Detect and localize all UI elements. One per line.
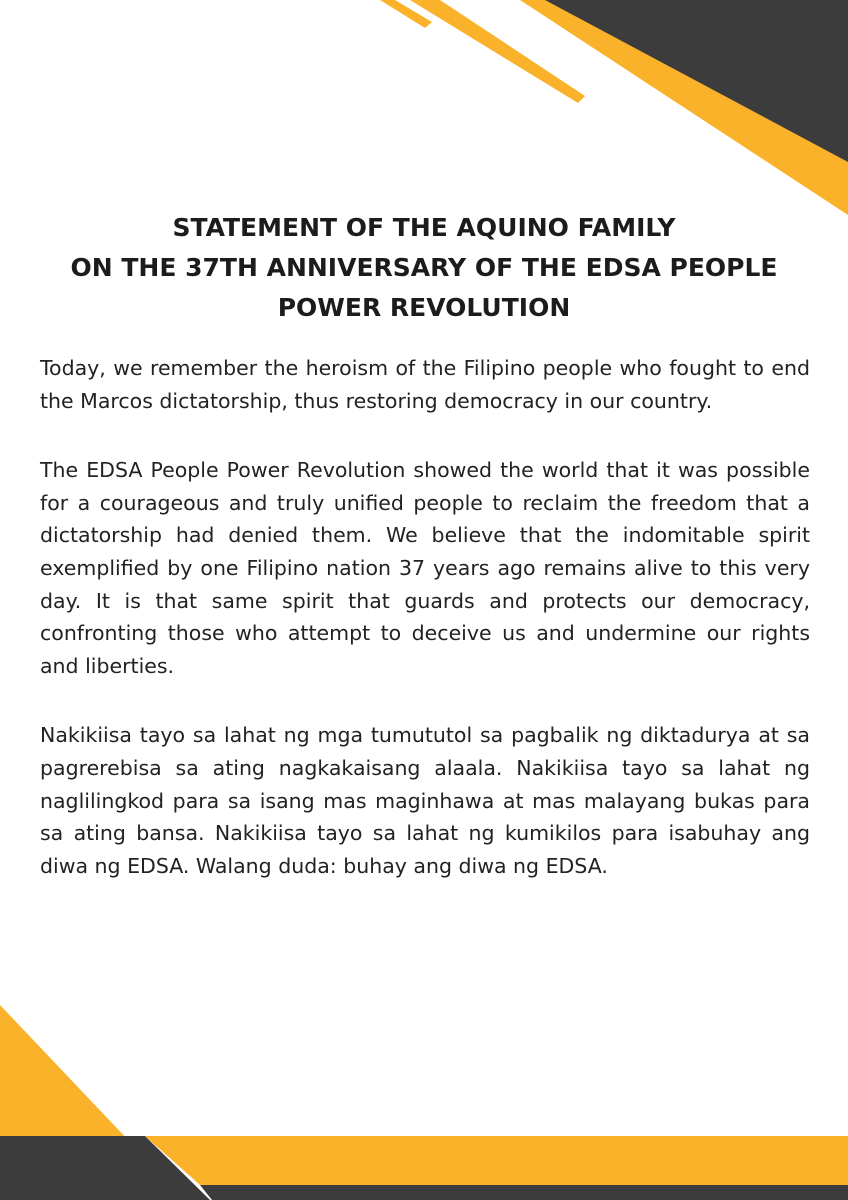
bottom-dark-strip bbox=[200, 1185, 848, 1200]
title-line: POWER REVOLUTION bbox=[277, 293, 571, 322]
paragraph-edsa-revolution: The EDSA People Power Revolution showed the world that it was possible for a courageous and truly unified people to reclaim the freedom that a dictatorship had denied them. We believe that the indomitable spirit exemplified by one Filipino nation 37 years ago remains alive to this very day. It is that same spirit that guards and protects our democracy, confronting those who attempt to deceive us and undermine our rights and liberties. bbox=[40, 458, 810, 678]
bottom-yellow-band bbox=[145, 1136, 848, 1185]
title-line: ON THE 37TH ANNIVERSARY OF THE EDSA PEOPLE bbox=[70, 253, 778, 282]
statement-title bbox=[40, 208, 808, 328]
paragraph-remembrance: Today, we remember the heroism of the Filipino people who fought to end the Marcos dictatorship, thus restoring democracy in our country. bbox=[40, 356, 810, 413]
statement-body bbox=[40, 352, 810, 919]
title-line: STATEMENT OF THE AQUINO FAMILY bbox=[172, 213, 676, 242]
paragraph-filipino-solidarity: Nakikiisa tayo sa lahat ng mga tumututol sa pagbalik ng diktadurya at sa pagrerebisa sa ating nagkakaisang alaala. Nakikiisa tayo sa lahat ng naglilingkod para sa isang mas maginhawa at mas malayang bukas para sa ating bansa. Nakikiisa tayo sa lahat ng kumikilos para isabuhay ang diwa ng EDSA. Walang duda: buhay ang diwa ng EDSA. bbox=[40, 723, 810, 878]
